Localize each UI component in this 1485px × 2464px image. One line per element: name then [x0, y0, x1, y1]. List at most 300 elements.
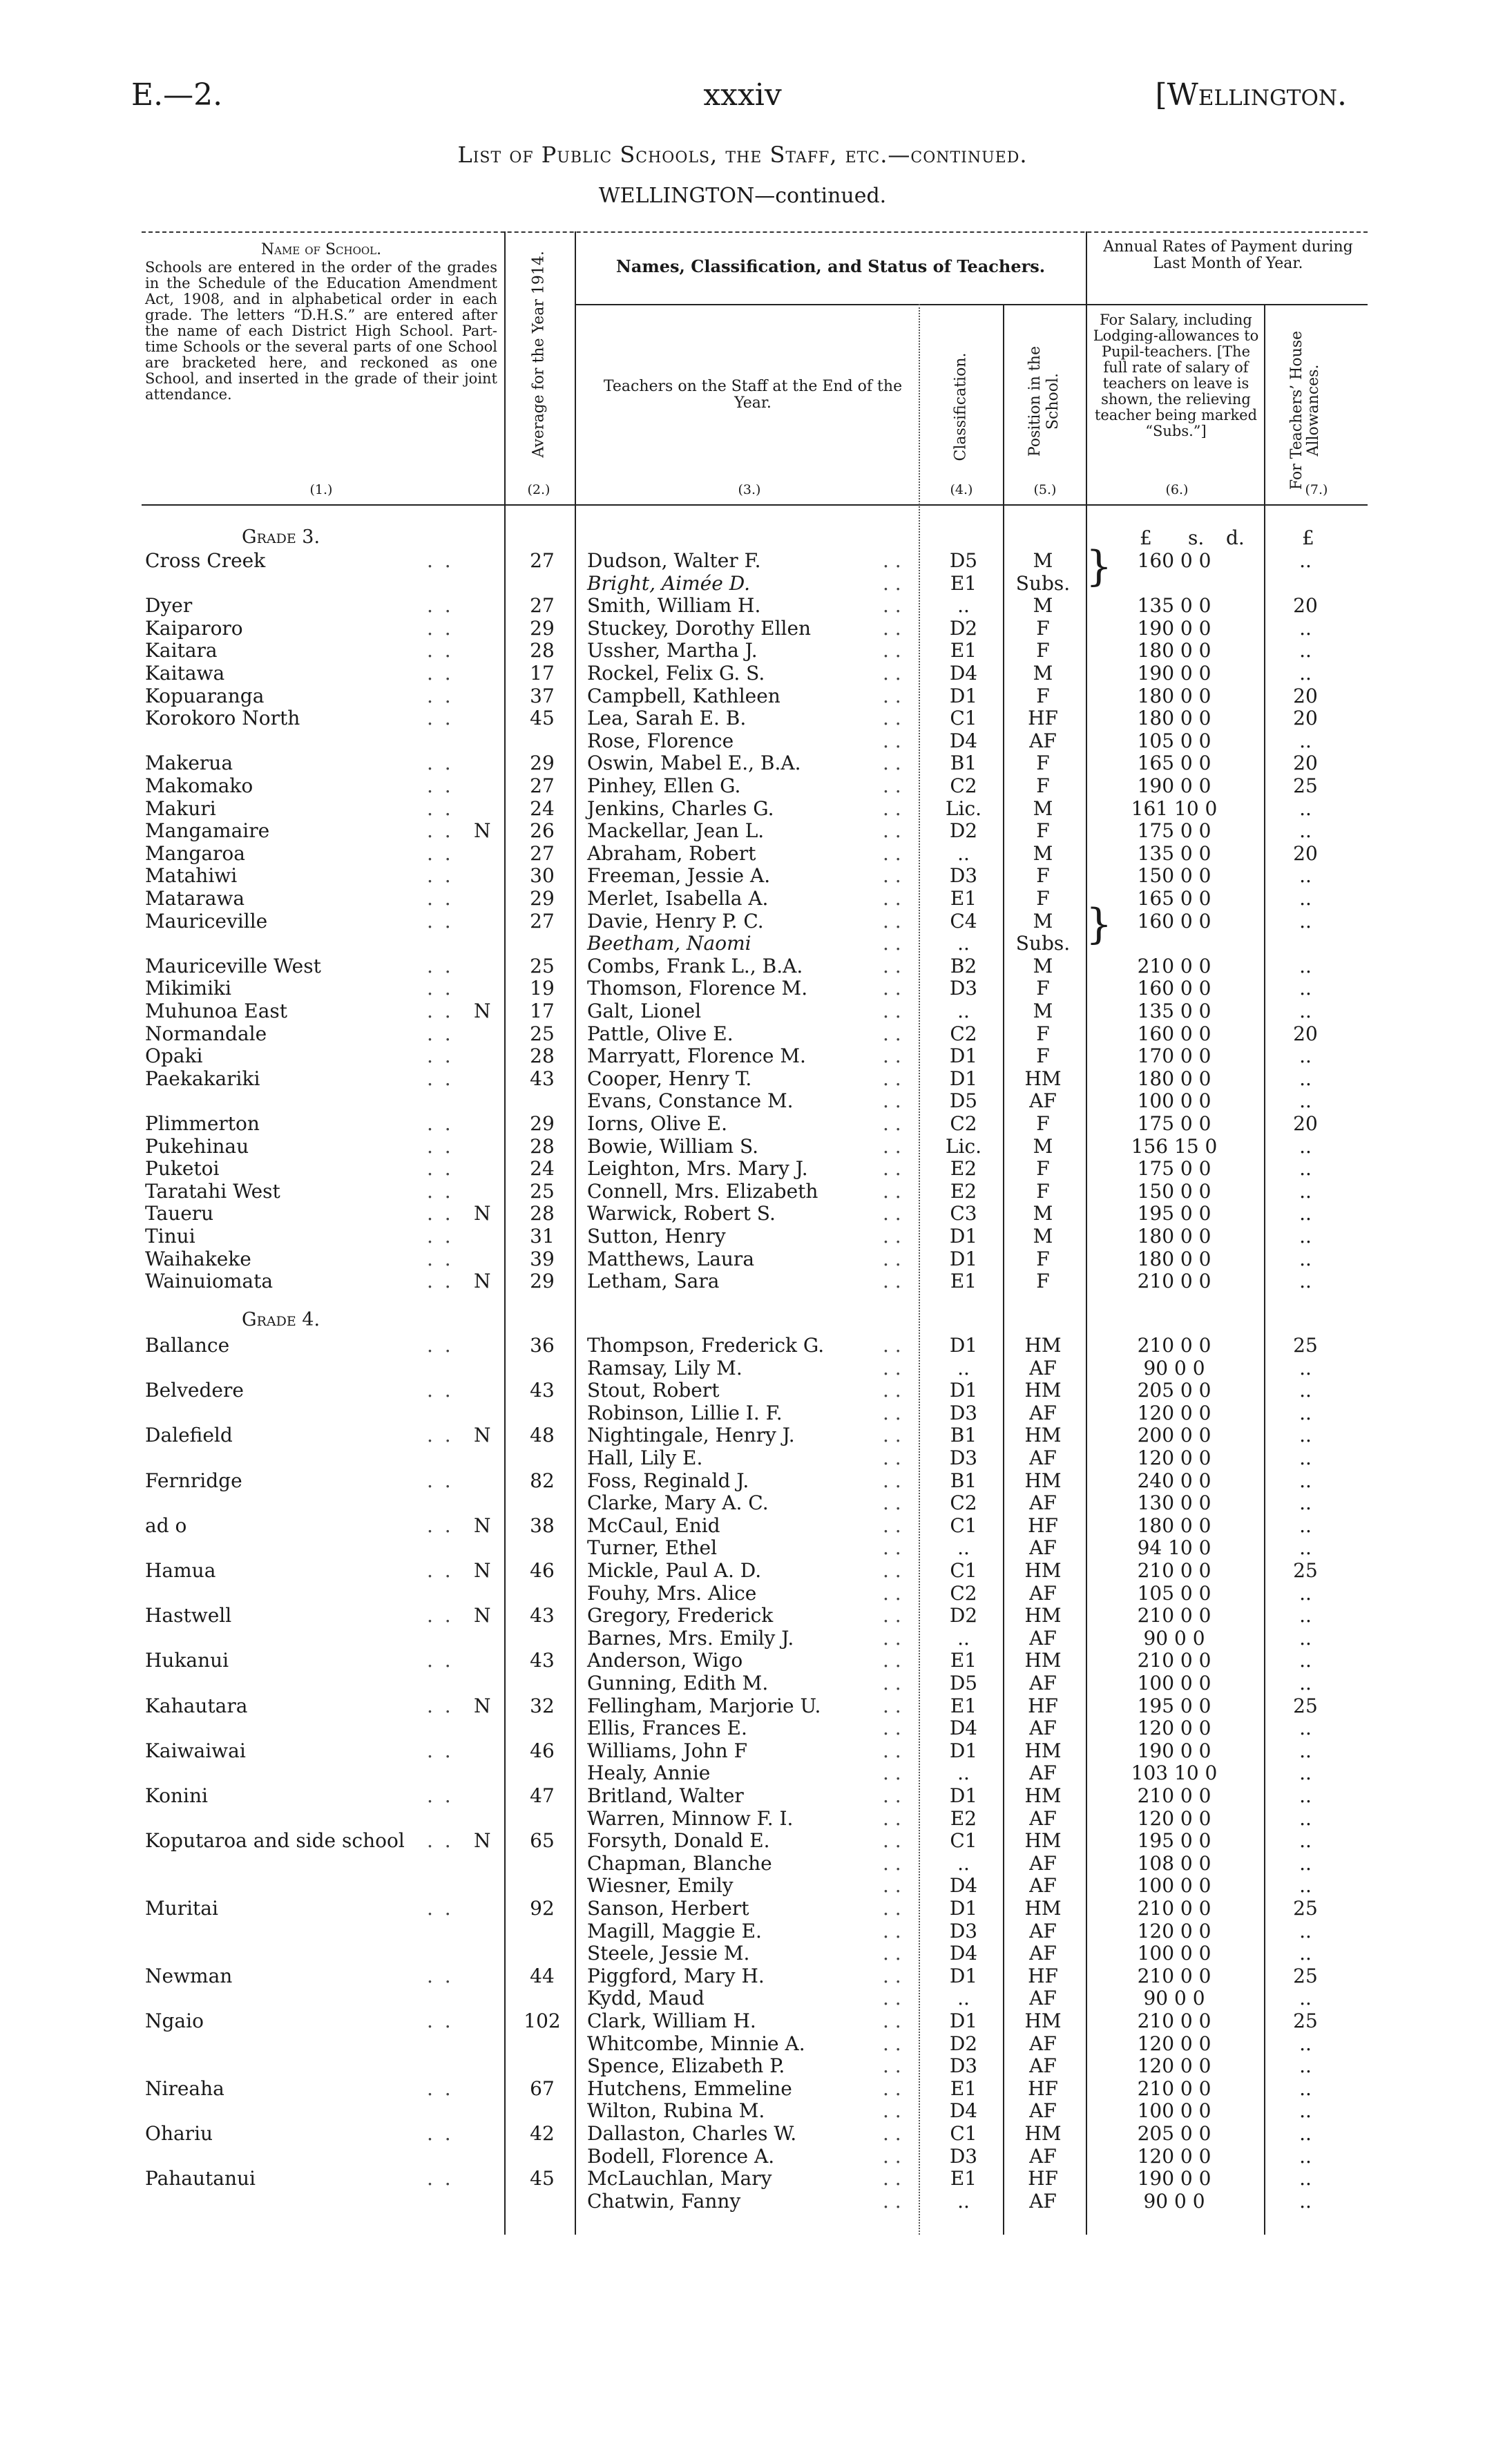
teacher-name: Fouhy, Mrs. Alice [587, 1581, 757, 1605]
school-name: Normandale [145, 1022, 267, 1045]
position: M [1033, 1134, 1053, 1158]
teacher-name: Healy, Annie [587, 1761, 711, 1785]
classification: Lic. [945, 1134, 982, 1158]
table-row [0, 1000, 1485, 1022]
teacher-name: Clarke, Mary A. C. [587, 1491, 769, 1515]
average-attendance: 29 [530, 887, 555, 910]
salary: 160 0 0 [1137, 1022, 1211, 1045]
classification: .. [957, 1626, 970, 1650]
teacher-name: Piggford, Mary H. [587, 1964, 765, 1987]
table-row [0, 910, 1485, 933]
average-attendance: 25 [530, 954, 555, 977]
table-row [0, 798, 1485, 820]
leader-dots: . . [883, 639, 901, 662]
leader-dots: . . [427, 639, 454, 662]
table-row [0, 1650, 1485, 1672]
table-row [0, 1920, 1485, 1942]
leader-dots: . . [883, 1717, 901, 1740]
leader-dots: . . [883, 1604, 901, 1627]
region-label: [Wellington. [1155, 77, 1347, 113]
position: AF [1029, 1626, 1057, 1650]
house-allowance: .. [1299, 729, 1312, 752]
table-row [0, 1379, 1485, 1402]
teacher-name: Ussher, Martha J. [587, 639, 758, 662]
table-row [0, 1090, 1485, 1112]
house-allowance: .. [1299, 1089, 1312, 1113]
table-row [0, 1357, 1485, 1379]
average-attendance: 43 [530, 1379, 555, 1402]
classification: B1 [950, 1469, 977, 1492]
teacher-name: Jenkins, Charles G. [587, 796, 774, 820]
teacher-name: Thompson, Frederick G. [587, 1334, 825, 1357]
table-row [0, 2146, 1485, 2168]
salary: 120 0 0 [1137, 1446, 1211, 1469]
position: F [1036, 1270, 1050, 1293]
average-attendance: 28 [530, 1134, 555, 1158]
average-attendance: 44 [530, 1964, 555, 1987]
leader-dots: . . [883, 2144, 901, 2168]
leader-dots: . . [883, 1513, 901, 1537]
leader-dots: . . [883, 1874, 901, 1898]
position: M [1033, 1202, 1053, 1225]
school-name: Taratahi West [145, 1179, 280, 1203]
leader-dots: . . [427, 1379, 454, 1402]
salary: 210 0 0 [1137, 1559, 1211, 1582]
house-allowance: .. [1299, 1134, 1312, 1158]
house-allowance: 20 [1293, 1022, 1318, 1045]
school-name: Mikimiki [145, 977, 231, 1000]
teacher-name: Chatwin, Fanny [587, 2189, 741, 2213]
average-attendance: 39 [530, 1247, 555, 1270]
leader-dots: . . [883, 707, 901, 730]
col-num-2: (2.) [527, 482, 550, 497]
leader-dots: . . [883, 1334, 901, 1357]
leader-dots: . . [427, 1202, 454, 1225]
salary: 150 0 0 [1137, 864, 1211, 888]
house-allowance: .. [1299, 2189, 1312, 2213]
position: M [1033, 594, 1053, 618]
night-school-marker: N [474, 1559, 491, 1582]
school-name: Kaiparoro [145, 616, 243, 640]
position: AF [1029, 2099, 1057, 2123]
teacher-name: Smith, William H. [587, 594, 761, 618]
leader-dots: . . [883, 1044, 901, 1068]
classification: C4 [950, 909, 977, 933]
school-name: Hamua [145, 1559, 216, 1582]
house-allowance: .. [1299, 864, 1312, 888]
teacher-name: Galt, Lionel [587, 1000, 702, 1022]
position: F [1036, 1247, 1050, 1270]
leader-dots: . . [883, 1202, 901, 1225]
teacher-name: Barnes, Mrs. Emily J. [587, 1626, 794, 1650]
table-row [0, 1987, 1485, 2009]
leader-dots: . . [883, 1179, 901, 1203]
leader-dots: . . [883, 571, 901, 595]
salary: 120 0 0 [1137, 1401, 1211, 1424]
school-name: Paekakariki [145, 1067, 260, 1090]
house-allowance: .. [1299, 1649, 1312, 1672]
classification: D1 [949, 1247, 978, 1270]
classification: D1 [949, 684, 978, 707]
average-attendance: 24 [530, 796, 555, 820]
teachers-group-rule [575, 304, 1086, 305]
leader-dots: . . [427, 1247, 454, 1270]
teacher-name: Whitcombe, Minnie A. [587, 2032, 805, 2055]
house-allowance: 25 [1293, 1897, 1318, 1920]
house-allowance: 25 [1293, 1559, 1318, 1582]
classification: D4 [949, 2099, 978, 2123]
table-row [0, 685, 1485, 707]
table-row [0, 1470, 1485, 1492]
teacher-name: Wilton, Rubina M. [587, 2099, 765, 2123]
teacher-name: Fellingham, Marjorie U. [587, 1694, 821, 1717]
house-allowance: .. [1299, 1157, 1312, 1181]
classification: D3 [949, 1401, 978, 1424]
classification: D1 [949, 1044, 978, 1068]
col-num-4: (4.) [950, 482, 973, 497]
teacher-name: Warwick, Robert S. [587, 1202, 776, 1225]
table-row [0, 2100, 1485, 2122]
school-name: Wainuiomata [145, 1270, 274, 1293]
position: HM [1024, 1469, 1062, 1492]
table-row [0, 1203, 1485, 1225]
night-school-marker: N [474, 819, 491, 843]
leader-dots: . . [883, 1157, 901, 1181]
pence-label: d. [1226, 526, 1245, 549]
grade-4-heading: Grade 4. [242, 1309, 320, 1330]
leader-dots: . . [883, 1942, 901, 1965]
classification: D3 [949, 1919, 978, 1942]
leader-dots: . . [883, 2054, 901, 2078]
salary: 175 0 0 [1137, 1157, 1211, 1181]
house-allowance: .. [1299, 1179, 1312, 1203]
leader-dots: . . [427, 1604, 454, 1627]
classification: D5 [949, 1672, 978, 1694]
school-name: Newman [145, 1964, 233, 1987]
leader-dots: . . [883, 616, 901, 640]
table-row [0, 1965, 1485, 1987]
relief-bracket: } [1086, 542, 1113, 591]
classification: E1 [950, 887, 977, 910]
leader-dots: . . [883, 1089, 901, 1113]
leader-dots: . . [883, 662, 901, 685]
salary: 94 10 0 [1137, 1536, 1211, 1560]
classification: Lic. [945, 796, 982, 820]
night-school-marker: N [474, 1270, 491, 1293]
salary: 180 0 0 [1137, 1513, 1211, 1537]
teacher-name: Gregory, Frederick [587, 1604, 774, 1627]
average-attendance: 36 [530, 1334, 555, 1357]
teacher-name: Gunning, Edith M. [587, 1672, 769, 1694]
teacher-name: Marryatt, Florence M. [587, 1044, 806, 1068]
school-name: Plimmerton [145, 1112, 260, 1135]
classification: .. [957, 1536, 970, 1560]
school-name: Belvedere [145, 1379, 244, 1402]
salary: 180 0 0 [1137, 707, 1211, 730]
leader-dots: . . [427, 1044, 454, 1068]
classification-head: Classification. [952, 352, 970, 461]
leader-dots: . . [883, 549, 901, 572]
average-attendance: 17 [530, 1000, 555, 1022]
leader-dots: . . [427, 1469, 454, 1492]
house-allowance: 20 [1293, 752, 1318, 775]
salary: 135 0 0 [1137, 841, 1211, 865]
teacher-name: Warren, Minnow F. I. [587, 1806, 794, 1830]
teacher-name: Bowie, William S. [587, 1134, 759, 1158]
classification: B1 [950, 1424, 977, 1447]
average-attendance: 45 [530, 2167, 555, 2190]
leader-dots: . . [883, 774, 901, 797]
teachers-group-head: Names, Classification, and Status of Teachers. [615, 256, 1046, 276]
teacher-name: Spence, Elizabeth P. [587, 2054, 785, 2078]
leader-dots: . . [427, 707, 454, 730]
table-row [0, 2033, 1485, 2055]
table-row [0, 2010, 1485, 2032]
table-row [0, 1158, 1485, 1180]
classification: C1 [950, 1829, 977, 1853]
teacher-name: Oswin, Mabel E., B.A. [587, 752, 801, 775]
salary: 100 0 0 [1137, 1874, 1211, 1898]
leader-dots: . . [427, 2167, 454, 2190]
leader-dots: . . [427, 1784, 454, 1807]
average-attendance: 27 [530, 549, 555, 572]
table-row [0, 2055, 1485, 2077]
leader-dots: . . [883, 1000, 901, 1022]
table-row [0, 1181, 1485, 1203]
school-name: Matahiwi [145, 864, 238, 888]
leader-dots: . . [883, 1270, 901, 1293]
classification: D2 [949, 1604, 978, 1627]
classification: D5 [949, 549, 978, 572]
teacher-name: Campbell, Kathleen [587, 684, 780, 707]
leader-dots: . . [427, 1513, 454, 1537]
leader-dots: . . [883, 1469, 901, 1492]
average-attendance: 19 [530, 977, 555, 1000]
classification: .. [957, 932, 970, 955]
house-allowance: .. [1299, 2054, 1312, 2078]
school-name: Makuri [145, 796, 216, 820]
leader-dots: . . [883, 864, 901, 888]
position: AF [1029, 1401, 1057, 1424]
table-row [0, 730, 1485, 752]
position: AF [1029, 1717, 1057, 1740]
table-row [0, 1717, 1485, 1739]
house-allowance: .. [1299, 1491, 1312, 1515]
average-attendance: 32 [530, 1694, 555, 1717]
table-row [0, 1875, 1485, 1897]
teacher-name: Davie, Henry P. C. [587, 909, 764, 933]
salary: 165 0 0 [1137, 887, 1211, 910]
leader-dots: . . [883, 1134, 901, 1158]
position: Subs. [1015, 932, 1071, 955]
leader-dots: . . [883, 796, 901, 820]
position: M [1033, 841, 1053, 865]
teacher-name: Sanson, Herbert [587, 1897, 749, 1920]
leader-dots: . . [427, 1000, 454, 1022]
salary: 90 0 0 [1143, 1987, 1205, 2010]
position: HM [1024, 1424, 1062, 1447]
salary: 180 0 0 [1137, 639, 1211, 662]
salary: 205 0 0 [1137, 2122, 1211, 2145]
school-name: Cross Creek [145, 549, 266, 572]
house-allowance: 20 [1293, 684, 1318, 707]
table-row [0, 820, 1485, 842]
teacher-name: Rose, Florence [587, 729, 734, 752]
leader-dots: . . [883, 1897, 901, 1920]
table-row [0, 1583, 1485, 1605]
leader-dots: . . [883, 1739, 901, 1762]
salary: 210 0 0 [1137, 1897, 1211, 1920]
house-allowance: .. [1299, 639, 1312, 662]
table-row [0, 1335, 1485, 1357]
leader-dots: . . [883, 1694, 901, 1717]
classification: D3 [949, 977, 978, 1000]
leader-dots: . . [883, 2032, 901, 2055]
house-allowance: .. [1299, 1247, 1312, 1270]
salary: 210 0 0 [1137, 954, 1211, 977]
position: AF [1029, 2054, 1057, 2078]
salary: 205 0 0 [1137, 1379, 1211, 1402]
position: AF [1029, 1987, 1057, 2010]
table-row [0, 550, 1485, 572]
salary: 200 0 0 [1137, 1424, 1211, 1447]
position: F [1036, 1044, 1050, 1068]
classification: D5 [949, 1089, 978, 1113]
leader-dots: . . [427, 909, 454, 933]
teacher-name: Nightingale, Henry J. [587, 1424, 795, 1447]
table-row [0, 2190, 1485, 2213]
leader-dots: . . [427, 1964, 454, 1987]
position: Subs. [1015, 571, 1071, 595]
salary: 135 0 0 [1137, 1000, 1211, 1022]
col-num-1: (1.) [309, 482, 333, 497]
classification: E1 [950, 571, 977, 595]
table-row [0, 1515, 1485, 1537]
position: F [1036, 752, 1050, 775]
leader-dots: . . [427, 841, 454, 865]
teacher-name: Mickle, Paul A. D. [587, 1559, 762, 1582]
salary: 165 0 0 [1137, 752, 1211, 775]
classification: D3 [949, 864, 978, 888]
teacher-name: Lea, Sarah E. B. [587, 707, 747, 730]
leader-dots: . . [883, 1851, 901, 1875]
table-row [0, 865, 1485, 887]
salary: 210 0 0 [1137, 1784, 1211, 1807]
teacher-name: Stout, Robert [587, 1379, 720, 1402]
position: M [1033, 662, 1053, 685]
position: F [1036, 819, 1050, 843]
leader-dots: . . [883, 1225, 901, 1248]
classification: D4 [949, 729, 978, 752]
teacher-name: Foss, Reginald J. [587, 1469, 749, 1492]
classification: E1 [950, 1270, 977, 1293]
house-allowance: 25 [1293, 774, 1318, 797]
average-attendance: 29 [530, 1112, 555, 1135]
average-attendance: 65 [530, 1829, 555, 1853]
leader-dots: . . [427, 1022, 454, 1045]
classification: D3 [949, 2054, 978, 2078]
table-row [0, 1695, 1485, 1717]
col-num-6: (6.) [1165, 482, 1189, 497]
leader-dots: . . [883, 909, 901, 933]
classification: .. [957, 1987, 970, 2010]
teacher-name: Cooper, Henry T. [587, 1067, 752, 1090]
house-allowance: .. [1299, 2076, 1312, 2100]
house-allowance: .. [1299, 1379, 1312, 1402]
house-allowance: .. [1299, 1424, 1312, 1447]
position: AF [1029, 1491, 1057, 1515]
table-row [0, 1627, 1485, 1650]
salary: 160 0 0 [1137, 909, 1211, 933]
table-row [0, 1023, 1485, 1045]
classification: C1 [950, 2122, 977, 2145]
school-name: Muhunoa East [145, 1000, 288, 1022]
average-attendance: 45 [530, 707, 555, 730]
salary: 160 0 0 [1137, 549, 1211, 572]
teacher-name: Stuckey, Dorothy Ellen [587, 616, 812, 640]
salary: 100 0 0 [1137, 1942, 1211, 1965]
school-name: Pahautanui [145, 2167, 256, 2190]
house-allowance: .. [1299, 1270, 1312, 1293]
position: HM [1024, 2009, 1062, 2032]
classification: C2 [950, 1581, 977, 1605]
average-attendance: 67 [530, 2076, 555, 2100]
salary: 100 0 0 [1137, 2099, 1211, 2123]
salary: 100 0 0 [1137, 1672, 1211, 1694]
table-row [0, 1808, 1485, 1830]
house-allowance: .. [1299, 1987, 1312, 2010]
position: AF [1029, 1356, 1057, 1379]
house-allowance: 20 [1293, 707, 1318, 730]
leader-dots: . . [427, 819, 454, 843]
average-attendance: 43 [530, 1649, 555, 1672]
night-school-marker: N [474, 1694, 491, 1717]
salary: 180 0 0 [1137, 1247, 1211, 1270]
house-allowance: .. [1299, 1672, 1312, 1694]
table-row [0, 1113, 1485, 1135]
position: M [1033, 796, 1053, 820]
classification: .. [957, 1851, 970, 1875]
salary-head: For Salary, including Lodging-allowances to Pupil-teachers. [The full rate of salary of teachers on leave is shown, the relieving teacher being marked “Subs.”] [1093, 312, 1259, 439]
rates-group-rule [1086, 304, 1368, 305]
teacher-name: Beetham, Naomi [587, 932, 751, 955]
leader-dots: . . [883, 1022, 901, 1045]
leader-dots: . . [883, 841, 901, 865]
classification: E1 [950, 2076, 977, 2100]
house-allowance: .. [1299, 2122, 1312, 2145]
classification: E2 [950, 1157, 977, 1181]
salary: 210 0 0 [1137, 1270, 1211, 1293]
classification: D1 [949, 1964, 978, 1987]
classification: D4 [949, 1942, 978, 1965]
house-allowance: 25 [1293, 1334, 1318, 1357]
school-name: Waihakeke [145, 1247, 251, 1270]
rates-group-head: Annual Rates of Payment during Last Month of Year. [1103, 238, 1353, 272]
school-name: Ngaio [145, 2009, 204, 2032]
house-allowance: .. [1299, 1784, 1312, 1807]
position: F [1036, 887, 1050, 910]
house-allowance: .. [1299, 1536, 1312, 1560]
house-allowance: .. [1299, 1829, 1312, 1853]
position-head: Position in the School. [1026, 346, 1062, 457]
average-attendance: 82 [530, 1469, 555, 1492]
average-attendance: 27 [530, 909, 555, 933]
classification: D4 [949, 1717, 978, 1740]
average-attendance: 102 [524, 2009, 561, 2032]
position: HM [1024, 1559, 1062, 1582]
house-allowance: 25 [1293, 1694, 1318, 1717]
teacher-name: Kydd, Maud [587, 1987, 705, 2010]
